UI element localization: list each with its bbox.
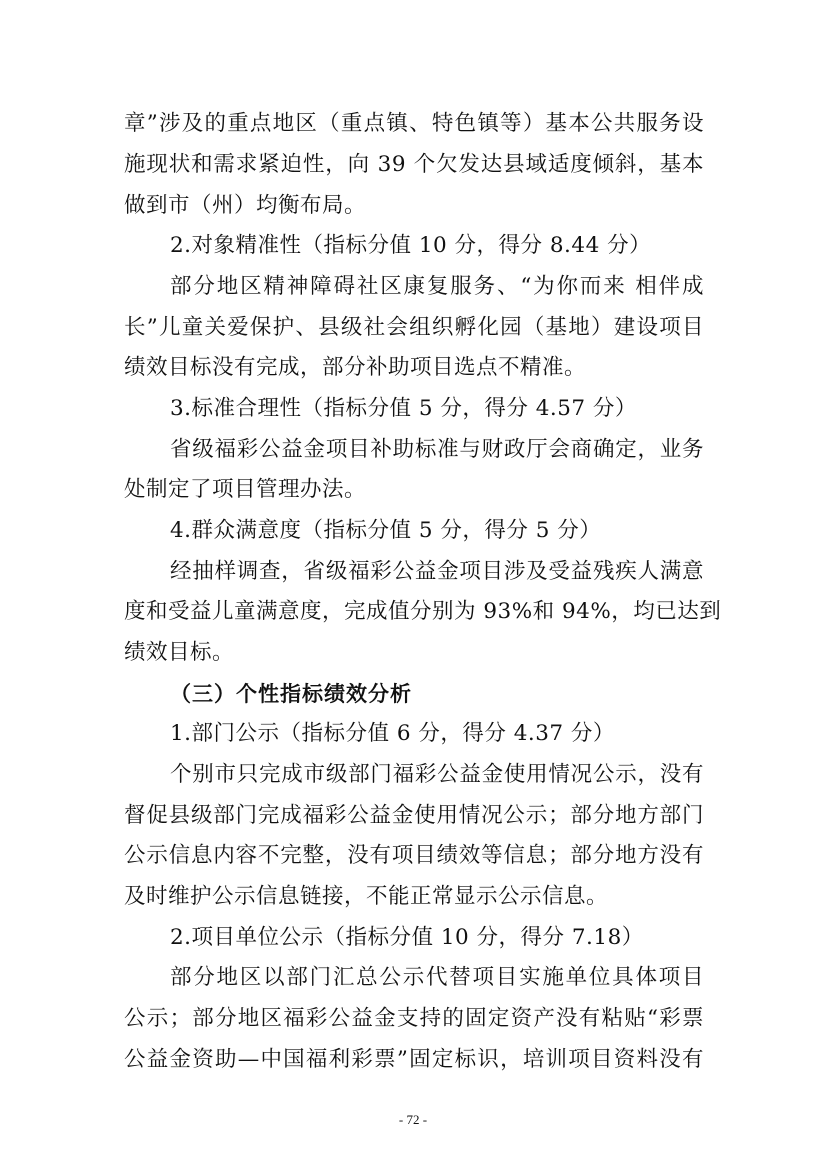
paragraph-line: 做到市（州）均衡布局。: [124, 193, 367, 218]
subheading-project-unit-disclosure: 2.项目单位公示（指标分值 10 分，得分 7.18）: [170, 925, 644, 950]
subheading-department-disclosure: 1.部门公示（指标分值 6 分，得分 4.37 分）: [170, 721, 615, 746]
paragraph-line: 经抽样调查，省级福彩公益金项目涉及受益残疾人满意: [170, 559, 704, 584]
paragraph-line: 长”儿童关爱保护、县级社会组织孵化园（基地）建设项目: [124, 315, 704, 340]
subheading-object-accuracy: 2.对象精准性（指标分值 10 分，得分 8.44 分）: [170, 233, 652, 258]
section-heading: （三）个性指标绩效分析: [170, 681, 412, 706]
paragraph-line: 绩效目标。: [124, 640, 235, 665]
paragraph-line: 公示信息内容不完整，没有项目绩效等信息；部分地方没有: [124, 843, 704, 868]
paragraph-line: 章”涉及的重点地区（重点镇、特色镇等）基本公共服务设: [124, 111, 704, 136]
subheading-standard-rationality: 3.标准合理性（指标分值 5 分，得分 4.57 分）: [170, 396, 637, 421]
paragraph-line: 部分地区以部门汇总公示代替项目实施单位具体项目: [170, 965, 704, 990]
paragraph-line: 及时维护公示信息链接，不能正常显示公示信息。: [124, 884, 609, 909]
paragraph-line: 省级福彩公益金项目补助标准与财政厅会商确定，业务: [170, 437, 704, 462]
paragraph-line: 部分地区精神障碍社区康复服务、“为你而来 相伴成: [170, 274, 704, 299]
paragraph-line: 督促县级部门完成福彩公益金使用情况公示；部分地方部门: [124, 803, 704, 828]
paragraph-line: 处制定了项目管理办法。: [124, 477, 367, 502]
paragraph-line: 公益金资助—中国福利彩票”固定标识，培训项目资料没有: [124, 1047, 704, 1072]
paragraph-line: 施现状和需求紧迫性，向 39 个欠发达县域适度倾斜，基本: [124, 152, 704, 177]
paragraph-line: 个别市只完成市级部门福彩公益金使用情况公示，没有: [170, 762, 704, 787]
page-number: - 72 -: [398, 1112, 428, 1127]
paragraph-line: 绩效目标没有完成，部分补助项目选点不精准。: [124, 355, 587, 380]
subheading-public-satisfaction: 4.群众满意度（指标分值 5 分，得分 5 分）: [170, 518, 602, 543]
paragraph-line: 度和受益儿童满意度，完成值分别为 93%和 94%，均已达到: [124, 599, 722, 624]
paragraph-line: 公示；部分地区福彩公益金支持的固定资产没有粘贴“彩票: [124, 1006, 704, 1031]
